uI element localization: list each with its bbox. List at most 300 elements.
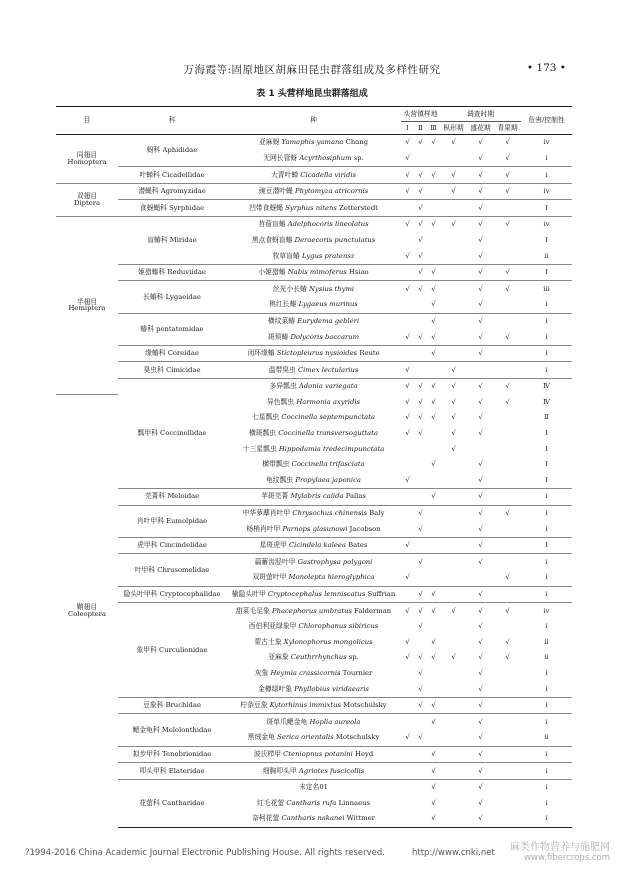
species-sci: Cantharis nakanei — [281, 814, 345, 823]
harm-level: i — [521, 167, 572, 184]
species-header: 种 — [310, 116, 317, 125]
family-cell: 芫菁科 Meloidae — [118, 489, 226, 506]
presence-mark: √ — [414, 183, 427, 200]
presence-mark: √ — [405, 653, 410, 662]
presence-mark — [427, 248, 440, 264]
presence-mark: √ — [401, 183, 414, 200]
species-cell — [226, 634, 401, 650]
harm-level: i — [545, 668, 548, 677]
harm-level: ⅳ — [543, 606, 550, 615]
presence-mark — [414, 345, 427, 362]
presence-mark: √ — [414, 697, 427, 714]
harm-level: Ⅳ — [543, 382, 550, 391]
order-cell — [56, 183, 118, 216]
order-cell — [56, 216, 118, 394]
species-author: Reute — [359, 349, 380, 358]
species-sci: Lygus pratensz — [301, 251, 355, 260]
presence-mark: √ — [451, 397, 456, 406]
presence-mark — [494, 200, 521, 217]
species-sci: Heymia crassicornis — [270, 668, 341, 677]
site-group-header: 头营镇样地 — [401, 107, 440, 122]
presence-mark: √ — [440, 362, 467, 379]
species-sci: Eurydema gebleri — [297, 316, 360, 325]
species-zh: 柠条豆象 — [240, 701, 268, 710]
presence-mark: √ — [427, 329, 440, 345]
presence-mark: √ — [414, 248, 427, 264]
presence-mark: √ — [478, 316, 483, 325]
presence-mark: √ — [405, 637, 410, 646]
table-row — [56, 313, 572, 329]
presence-mark — [427, 441, 440, 457]
presence-mark — [427, 472, 440, 488]
presence-mark: √ — [440, 183, 467, 200]
presence-mark: √ — [467, 521, 494, 537]
harm-level: Ⅰ — [545, 460, 548, 469]
presence-mark — [401, 554, 414, 570]
presence-mark: √ — [405, 429, 410, 438]
presence-mark: √ — [478, 509, 483, 518]
table-row — [56, 489, 572, 506]
species-cell — [226, 426, 401, 442]
presence-mark: √ — [505, 653, 510, 662]
presence-mark — [440, 264, 467, 281]
species-cell — [226, 489, 401, 506]
order-name: 双翅目 — [76, 192, 98, 201]
presence-mark: √ — [414, 681, 427, 697]
presence-mark — [401, 441, 414, 457]
harm-header: 危害/控制性 — [528, 116, 565, 125]
presence-mark — [440, 570, 467, 586]
table-row — [56, 586, 572, 603]
presence-mark: √ — [467, 730, 494, 746]
presence-mark: √ — [467, 183, 494, 200]
species-author: Wittmer — [346, 814, 375, 823]
harm-level: ⅳ — [543, 220, 550, 229]
presence-mark — [401, 714, 414, 730]
species-cell — [226, 586, 401, 603]
species-cell — [226, 521, 401, 537]
presence-mark: √ — [478, 606, 483, 615]
presence-mark — [427, 730, 440, 746]
presence-mark: √ — [494, 570, 521, 586]
presence-mark: √ — [494, 264, 521, 281]
harm-level: ⅱ — [544, 637, 549, 646]
presence-mark — [494, 554, 521, 570]
page-number: • 173 • — [526, 62, 566, 74]
table-row — [56, 281, 572, 297]
harm-level: i — [545, 316, 548, 325]
presence-mark: √ — [405, 606, 410, 615]
presence-mark — [440, 681, 467, 697]
presence-mark: √ — [467, 248, 494, 264]
presence-mark: √ — [467, 472, 494, 488]
species-zh: 金樽绿叶象 — [258, 684, 293, 693]
presence-mark: √ — [414, 200, 427, 217]
presence-mark: √ — [505, 220, 510, 229]
presence-mark — [494, 472, 521, 488]
presence-mark — [440, 329, 467, 345]
presence-mark: √ — [440, 167, 467, 184]
presence-mark: √ — [467, 297, 494, 313]
harm-level: i — [521, 697, 572, 714]
species-author: Bates — [348, 541, 368, 550]
presence-mark — [494, 313, 521, 329]
presence-mark: √ — [478, 557, 483, 566]
presence-mark — [427, 554, 440, 570]
harm-level: i — [521, 570, 572, 586]
presence-mark — [440, 554, 467, 570]
presence-mark — [494, 537, 521, 554]
presence-mark: √ — [405, 413, 410, 422]
species-cell — [226, 681, 401, 697]
species-zh: 小姬猎蝽 — [258, 268, 286, 277]
species-sci: Hippodamia tredecimpunctata — [278, 444, 385, 453]
species-sci: Agriotes fuscicollis — [298, 766, 365, 775]
presence-mark — [440, 697, 467, 714]
presence-mark: √ — [427, 697, 440, 714]
presence-mark: √ — [418, 622, 423, 631]
presence-mark: √ — [467, 537, 494, 554]
species-author: sp. — [348, 653, 359, 662]
presence-mark: √ — [478, 637, 483, 646]
presence-mark — [440, 746, 467, 763]
table-row — [56, 714, 572, 730]
cnki-url: http://www.cnki.net — [412, 848, 495, 858]
species-sci: Coccinella transversoguttata — [278, 429, 379, 438]
presence-mark: √ — [418, 509, 423, 518]
site-header: Ⅱ — [418, 123, 423, 132]
species-sci: Cantharis rufa — [286, 798, 337, 807]
presence-mark — [414, 763, 427, 780]
species-sci: Yamaphis yamana — [281, 138, 344, 147]
presence-mark — [440, 586, 467, 603]
family-cell: 蝽科 pentatomidae — [118, 313, 226, 345]
species-zh: 榆隐头叶甲 — [231, 590, 266, 599]
species-zh: 甜菜毛足象 — [235, 606, 270, 615]
presence-mark — [440, 666, 467, 682]
species-cell — [226, 472, 401, 488]
presence-mark: √ — [401, 570, 414, 586]
presence-mark — [414, 795, 427, 811]
species-zh: 凹带食蚜蝇 — [249, 203, 284, 212]
species-zh: 桃红长蝽 — [269, 300, 297, 309]
table-row — [56, 746, 572, 763]
species-sci: Chrysochus chinensis — [292, 509, 368, 518]
presence-mark — [440, 779, 467, 795]
presence-mark: √ — [451, 606, 456, 615]
presence-mark: √ — [418, 429, 423, 438]
species-cell — [226, 746, 401, 763]
harm-level: Ⅰ — [545, 429, 548, 438]
watermark-line: 麻类作物营养与施肥网 — [510, 842, 610, 853]
species-zh: 温带臭虫 — [268, 365, 296, 374]
species-cell — [226, 779, 401, 795]
species-cell — [226, 457, 401, 473]
species-sci: Cryptocephalus lemniscatus — [267, 590, 366, 599]
order-name: 半翅目 — [76, 297, 98, 306]
species-cell — [226, 200, 401, 217]
presence-mark: √ — [418, 397, 423, 406]
presence-mark: √ — [431, 653, 436, 662]
species-zh: 龟纹瓢虫 — [266, 475, 294, 484]
presence-mark: √ — [431, 220, 436, 229]
running-title: 万海霞等:固原地区胡麻田昆虫群落组成及多样性研究 — [183, 64, 441, 76]
presence-mark — [440, 763, 467, 780]
presence-mark: √ — [418, 138, 423, 147]
family-cell: 潜蝇科 Agromyzidae — [118, 183, 226, 200]
presence-mark — [494, 441, 521, 457]
presence-mark: √ — [478, 798, 483, 807]
harm-level: i — [521, 521, 572, 537]
presence-mark: √ — [478, 235, 483, 244]
presence-mark: √ — [478, 397, 483, 406]
presence-mark: √ — [418, 557, 423, 566]
harm-level: ⅱ — [521, 248, 572, 264]
species-zh: 大青叶蝉 — [271, 170, 299, 179]
presence-mark: √ — [505, 637, 510, 646]
presence-mark: √ — [401, 248, 414, 264]
harm-level: i — [521, 362, 572, 379]
presence-mark: √ — [418, 220, 423, 229]
harm-level: Ⅰ — [545, 444, 548, 453]
watermark-url: www.fibercrops.com — [524, 853, 610, 863]
harm-level: Ⅰ — [521, 264, 572, 281]
period-header: 盛花期 — [470, 123, 491, 132]
presence-mark: √ — [431, 138, 436, 147]
presence-mark: √ — [451, 382, 456, 391]
presence-mark — [401, 779, 414, 795]
species-cell — [226, 395, 401, 411]
presence-mark: √ — [505, 397, 510, 406]
harm-level: Ⅱ — [544, 413, 549, 422]
presence-mark: √ — [401, 730, 414, 746]
species-cell — [226, 281, 401, 297]
species-sci: Monolepta hieroglyphica — [288, 573, 375, 582]
presence-mark: √ — [478, 382, 483, 391]
presence-mark — [494, 362, 521, 379]
harm-level: Ⅰ — [521, 537, 572, 554]
presence-mark: √ — [405, 138, 410, 147]
species-author: sp. — [353, 153, 364, 162]
presence-mark: √ — [418, 606, 423, 615]
species-zh: 中华萝藦肖叶甲 — [242, 509, 291, 518]
period-group-header: 调查时期 — [440, 107, 521, 122]
presence-mark — [440, 233, 467, 249]
presence-mark — [494, 426, 521, 442]
presence-mark: √ — [494, 183, 521, 200]
presence-mark — [427, 537, 440, 554]
presence-mark: √ — [418, 235, 423, 244]
presence-mark: √ — [451, 220, 456, 229]
presence-mark — [401, 505, 414, 521]
presence-mark — [401, 200, 414, 217]
species-zh: 亚麻蚜 — [259, 138, 280, 147]
presence-mark — [414, 313, 427, 329]
presence-mark: √ — [414, 264, 427, 281]
species-cell — [226, 248, 401, 264]
presence-mark — [494, 666, 521, 682]
family-cell: 叩头甲科 Elateridae — [118, 763, 226, 780]
species-sci: Xylonophorus mongolicus — [283, 637, 373, 646]
family-cell: 肖叶甲科 Eumolpidae — [118, 505, 226, 537]
presence-mark — [414, 297, 427, 313]
presence-mark: √ — [427, 811, 440, 827]
family-cell: 象甲科 Curculionidae — [118, 603, 226, 698]
presence-mark — [427, 521, 440, 537]
presence-mark: √ — [431, 783, 436, 792]
insect-community-table — [56, 106, 572, 828]
presence-mark: √ — [451, 444, 456, 453]
presence-mark: √ — [431, 798, 436, 807]
site-header: Ⅰ — [406, 123, 409, 132]
harm-level: i — [521, 811, 572, 827]
presence-mark: √ — [467, 489, 494, 506]
presence-mark: √ — [478, 622, 483, 631]
family-cell: 瓢甲科 Coccinellidae — [118, 378, 226, 488]
presence-mark — [494, 248, 521, 264]
species-cell — [226, 410, 401, 426]
presence-mark — [494, 297, 521, 313]
presence-mark: √ — [467, 746, 494, 763]
presence-mark: √ — [467, 200, 494, 217]
presence-mark — [414, 441, 427, 457]
table-row — [56, 779, 572, 795]
presence-mark — [414, 537, 427, 554]
presence-mark: √ — [401, 362, 414, 379]
species-sci: Serica orientalis — [277, 733, 334, 742]
table-row — [56, 362, 572, 379]
presence-mark — [440, 634, 467, 650]
species-cell — [226, 135, 401, 151]
species-zh: 横斑瓢虫 — [248, 429, 277, 438]
harm-level: i — [521, 681, 572, 697]
order-name: 鞘翅目 — [76, 603, 98, 612]
harm-level: i — [521, 586, 572, 603]
family-header: 科 — [168, 116, 176, 125]
species-sci: Acyrthosiphum — [299, 153, 352, 162]
presence-mark: √ — [451, 413, 456, 422]
presence-mark — [494, 779, 521, 795]
presence-mark: √ — [451, 138, 456, 147]
presence-mark — [401, 345, 414, 362]
presence-mark: √ — [478, 284, 483, 293]
species-cell — [226, 151, 401, 167]
species-cell — [226, 603, 401, 619]
species-zh: 丝光小长蝽 — [272, 284, 307, 293]
species-zh: 牧草盲蝽 — [272, 251, 300, 260]
harm-level: i — [521, 297, 572, 313]
harm-level: i — [521, 489, 572, 506]
presence-mark: √ — [494, 151, 521, 167]
species-sci: Cimex lectularius — [297, 365, 359, 374]
order-name: Coleoptera — [68, 610, 106, 619]
presence-mark: √ — [478, 783, 483, 792]
presence-mark — [401, 763, 414, 780]
presence-mark — [427, 362, 440, 379]
presence-mark — [494, 345, 521, 362]
species-sci: Syrphus nitens — [285, 203, 337, 212]
presence-mark — [401, 811, 414, 827]
order-name: Homoptera — [67, 157, 107, 166]
order-name: Hemiptera — [68, 304, 106, 313]
species-zh: 西伯利亚绿象甲 — [248, 622, 297, 631]
presence-mark: √ — [405, 284, 410, 293]
presence-mark — [427, 200, 440, 217]
family-cell: 叶蝉科 Cicadellidae — [118, 167, 226, 184]
presence-mark — [494, 746, 521, 763]
presence-mark: √ — [401, 151, 414, 167]
presence-mark — [414, 472, 427, 488]
presence-mark — [440, 200, 467, 217]
presence-mark — [414, 811, 427, 827]
presence-mark: √ — [427, 763, 440, 780]
order-cell — [56, 395, 118, 828]
presence-mark: √ — [414, 329, 427, 345]
harm-level: i — [545, 798, 548, 807]
species-zh: 七星瓢虫 — [252, 413, 280, 422]
table-row — [56, 200, 572, 217]
presence-mark — [414, 362, 427, 379]
presence-mark: √ — [478, 668, 483, 677]
presence-mark — [440, 457, 467, 473]
order-cell — [56, 135, 118, 184]
table-row — [56, 537, 572, 554]
species-cell — [226, 650, 401, 666]
species-zh: 灰象 — [254, 668, 269, 677]
presence-mark: √ — [505, 138, 510, 147]
presence-mark: √ — [405, 397, 410, 406]
presence-mark — [440, 714, 467, 730]
table-row — [56, 183, 572, 200]
presence-mark: √ — [401, 329, 414, 345]
table-row — [56, 505, 572, 521]
presence-mark — [440, 472, 467, 488]
species-sci: Hoplia aureola — [309, 717, 361, 726]
presence-mark — [401, 795, 414, 811]
presence-mark: √ — [414, 586, 427, 603]
family-cell: 虎甲科 Cincindelidae — [118, 537, 226, 554]
presence-mark — [401, 264, 414, 281]
species-cell — [226, 329, 401, 345]
family-cell: 隐头叶甲科 Cryptocephalidae — [118, 586, 226, 603]
species-cell — [226, 264, 401, 281]
presence-mark — [414, 746, 427, 763]
presence-mark — [440, 505, 467, 521]
presence-mark: √ — [431, 382, 436, 391]
family-cell: 姬猎蝽科 Reduviidae — [118, 264, 226, 281]
presence-mark: √ — [451, 653, 456, 662]
table-row — [56, 135, 572, 151]
presence-mark — [401, 521, 414, 537]
copyright-notice: ?1994-2016 China Academic Journal Electronic Publishing House. All rights reserved. — [25, 848, 385, 858]
species-zh: 异色瓢虫 — [266, 397, 295, 406]
harm-level: ⅳ — [543, 138, 550, 147]
species-author: Baly — [369, 509, 385, 518]
presence-mark: √ — [478, 220, 483, 229]
presence-mark: √ — [467, 681, 494, 697]
presence-mark — [401, 619, 414, 635]
presence-mark — [494, 811, 521, 827]
site-header: Ⅲ — [430, 123, 437, 132]
presence-mark — [414, 779, 427, 795]
species-zh: 十三星瓢虫 — [242, 444, 277, 453]
species-zh: 波氏栉甲 — [253, 749, 281, 758]
presence-mark: √ — [431, 397, 436, 406]
species-cell — [226, 183, 401, 200]
species-sci: Mylabris calida — [290, 492, 344, 501]
presence-mark — [440, 811, 467, 827]
presence-mark: √ — [427, 264, 440, 281]
